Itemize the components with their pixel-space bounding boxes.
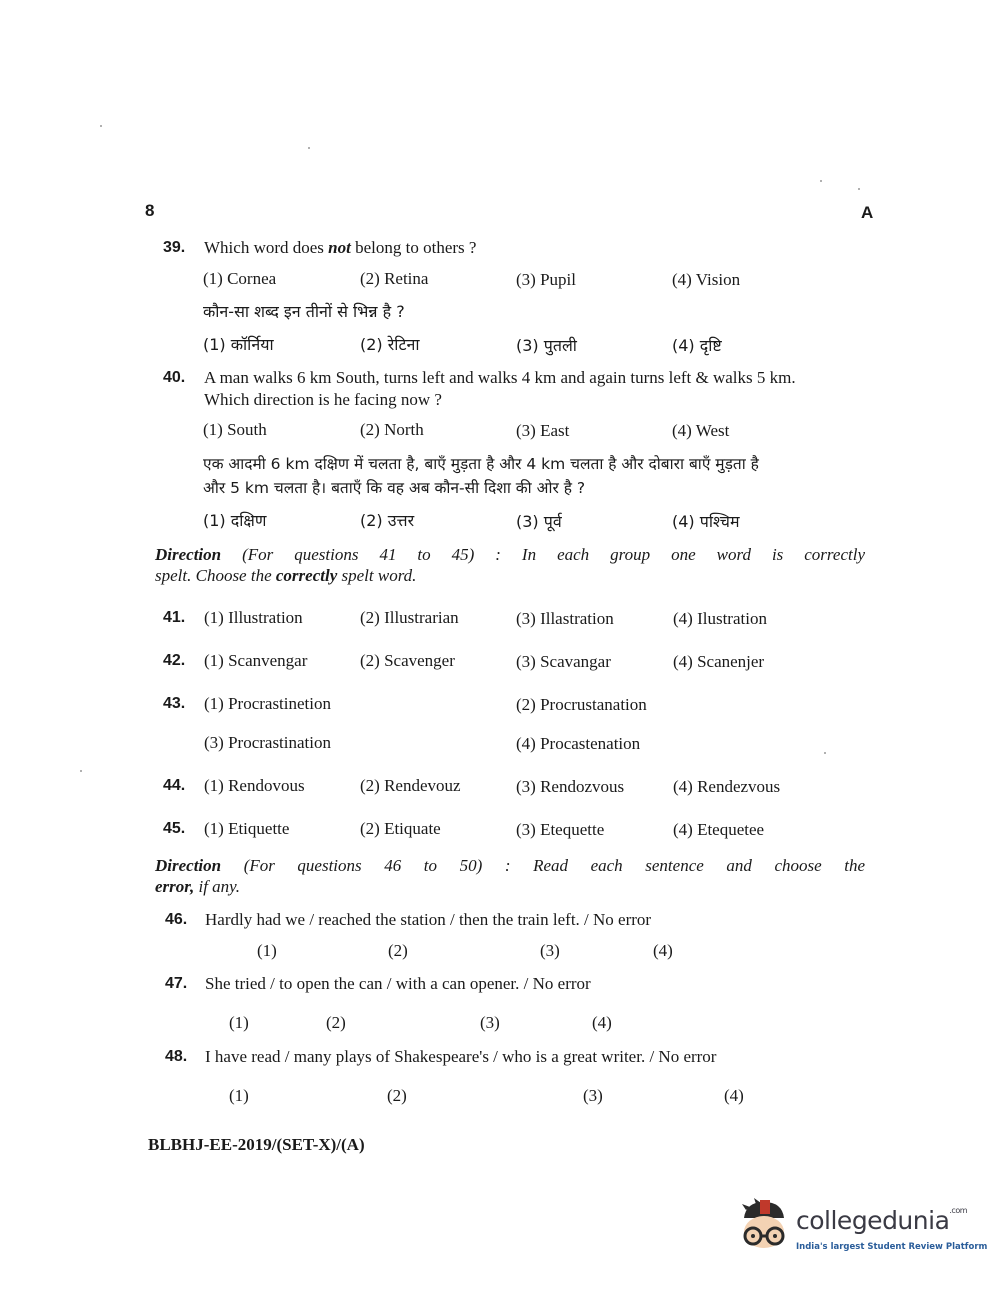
question-text-hindi: कौन-सा शब्द इन तीनों से भिन्न है ? [203,302,405,321]
question-number: 41. [163,609,186,626]
direction-text-emphasis: correctly [275,566,338,585]
direction-instruction-continued [155,566,416,586]
option: (4) Rendezvous [673,777,781,796]
option: (1) Rendovous [204,776,305,795]
question-number: 47. [165,975,188,992]
question-text-hindi: एक आदमी 6 km दक्षिण में चलता है, बाएँ मुड़ता है और 4 km चलता है और दोबारा बाएँ मुड़ता है [203,455,759,473]
direction-text-emphasis: error, [155,877,195,896]
option-hindi: (4) पश्चिम [672,512,740,531]
set-letter: A [861,203,874,222]
option: (1) Etiquette [204,819,290,838]
option: (3) Rendozvous [516,777,625,796]
option-hindi: (2) रेटिना [360,335,420,354]
question-number: 44. [163,777,186,794]
question-text-hindi: और 5 km चलता है। बताएँ कि वह अब कौन-सी दिशा की ओर है ? [203,479,586,497]
question-number: 43. [163,695,186,712]
option: (2) Scavenger [360,651,455,670]
collegedunia-watermark [736,1196,988,1262]
mascot-icon [736,1196,792,1256]
question-text: A man walks 6 km South, turns left and walks 4 km and again turns left & walks 5 km. [204,368,796,387]
option-hindi: (2) उत्तर [360,511,415,530]
option: (4) West [672,421,730,440]
scan-speck [308,147,310,149]
option: (2) Rendevouz [360,776,461,795]
question-text: She tried / to open the can / with a can opener. / No error [205,974,591,993]
option-hindi: (1) दक्षिण [203,511,267,530]
scan-speck [820,180,822,182]
brand-tagline: India's largest Student Review Platform [796,1242,988,1252]
direction-text: spelt. Choose the [155,566,276,585]
segment-marker: (2) [387,1086,407,1105]
segment-marker: (1) [229,1086,249,1105]
question-number: 45. [163,820,186,837]
question-text [204,238,476,258]
question-number: 48. [165,1048,188,1065]
brand-suffix: .com [949,1206,968,1215]
direction-label: Direction [155,545,222,564]
footer-code: BLBHJ-EE-2019/(SET-X)/(A) [148,1135,365,1154]
option: (2) Retina [360,269,429,288]
direction-text: spelt word. [337,566,417,585]
scan-speck [100,125,102,127]
option: (4) Etequetee [673,820,765,839]
direction-text: (For questions 46 to 50) : Read each sentence and choose the [243,856,865,875]
question-text: I have read / many plays of Shakespeare's / who is a great writer. / No error [205,1047,717,1066]
question-text-part: belong to others ? [350,238,477,257]
question-text-emphasis: not [328,238,351,257]
option: (4) Procastenation [516,734,641,753]
option-hindi: (3) पुतली [516,336,577,355]
question-text: Hardly had we / reached the station / then the train left. / No error [205,910,652,929]
option: (2) Illustrarian [360,608,459,627]
option: (3) East [516,421,570,440]
option: (2) Procrustanation [516,695,647,714]
option-hindi: (3) पूर्व [516,512,562,531]
option: (3) Illastration [516,609,614,628]
segment-marker: (4) [724,1086,744,1105]
segment-marker: (3) [480,1013,500,1032]
option: (3) Scavangar [516,652,611,671]
option: (4) Scanenjer [673,652,765,671]
direction-text: (For questions 41 to 45) : In each group one word is correctly [242,545,865,564]
question-text: Which direction is he facing now ? [204,390,442,409]
segment-marker: (1) [257,941,277,960]
scan-speck [824,752,826,754]
option: (3) Etequette [516,820,605,839]
page-number: 8 [145,201,155,220]
segment-marker: (1) [229,1013,249,1032]
question-number: 39. [163,239,186,256]
question-number: 42. [163,652,186,669]
option: (3) Pupil [516,270,576,289]
option-hindi: (1) कॉर्निया [203,335,274,354]
segment-marker: (4) [653,941,673,960]
option: (3) Procrastination [204,733,331,752]
question-number: 46. [165,911,188,928]
segment-marker: (3) [540,941,560,960]
option: (4) Vision [672,270,741,289]
option: (2) Etiquate [360,819,441,838]
segment-marker: (3) [583,1086,603,1105]
scan-speck [858,188,860,190]
brand-name [796,1206,967,1235]
option: (1) Procrastinetion [204,694,331,713]
option: (1) Scanvengar [204,651,308,670]
option: (1) South [203,420,267,439]
scan-speck [80,770,82,772]
question-text-part: Which word does [204,238,329,257]
direction-instruction-continued [155,877,240,897]
direction-instruction [155,855,865,877]
option: (4) Ilustration [673,609,767,628]
segment-marker: (4) [592,1013,612,1032]
question-number: 40. [163,369,186,386]
direction-text: if any. [194,877,241,896]
option: (1) Illustration [204,608,303,627]
direction-instruction [155,544,865,566]
segment-marker: (2) [326,1013,346,1032]
brand-text: collegedunia [796,1206,950,1235]
option: (2) North [360,420,424,439]
segment-marker: (2) [388,941,408,960]
option-hindi: (4) दृष्टि [672,336,722,355]
direction-label: Direction [155,856,222,875]
option: (1) Cornea [203,269,277,288]
